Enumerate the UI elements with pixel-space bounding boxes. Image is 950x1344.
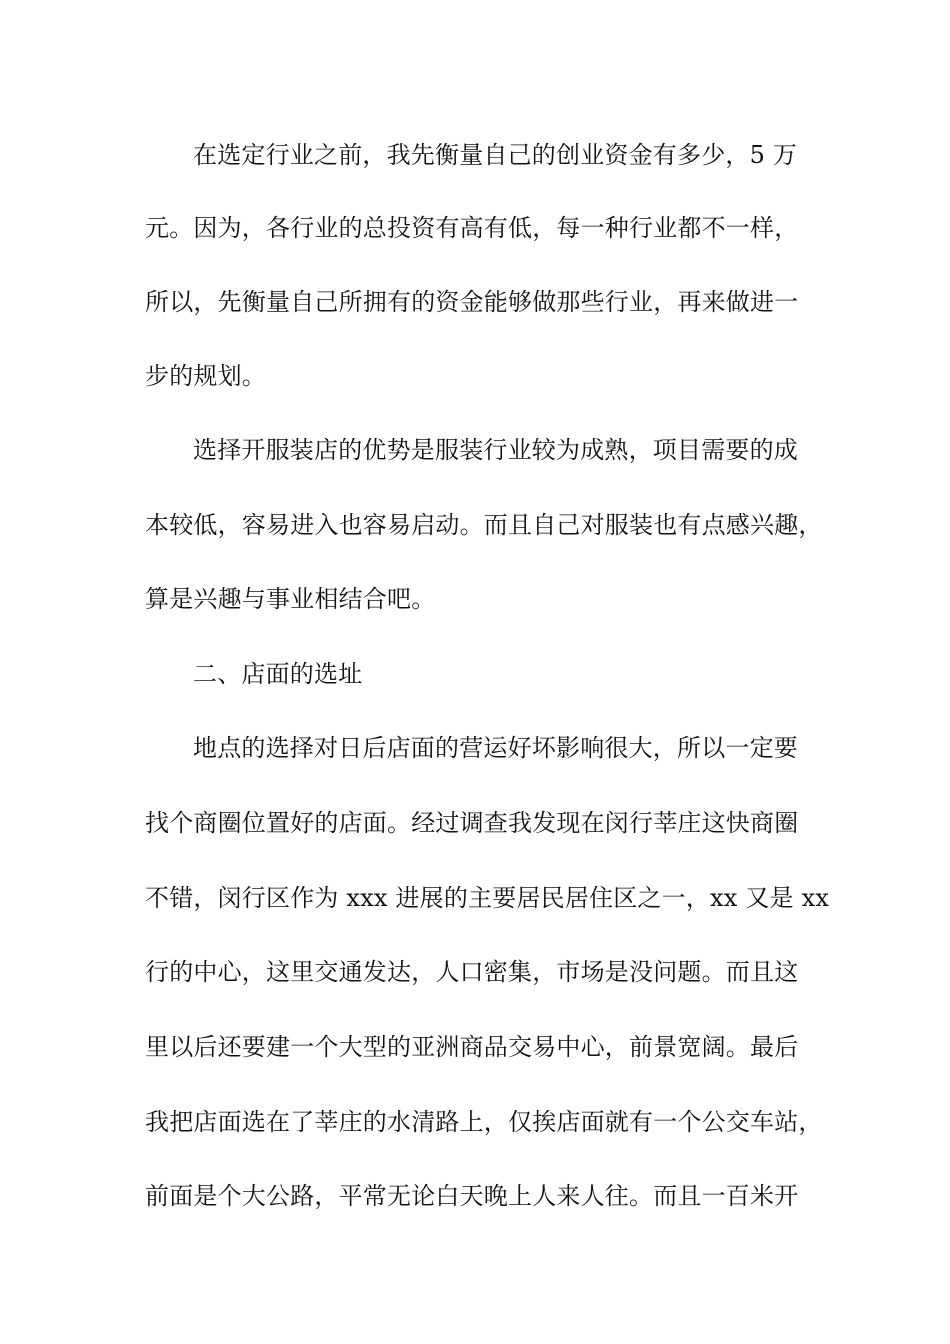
paragraph-1-line-3: 所以，先衡量自己所拥有的资金能够做那些行业，再来做进一 <box>145 288 799 316</box>
paragraph-3-line-5: 里以后还要建一个大型的亚洲商品交易中心，前景宽阔。最后 <box>145 1033 799 1061</box>
paragraph-3-line-1: 地点的选择对日后店面的营运好坏影响很大，所以一定要 <box>193 734 798 762</box>
paragraph-3-line-2: 找个商圈位置好的店面。经过调查我发现在闵行莘庄这快商圈 <box>145 809 799 837</box>
paragraph-2-line-1: 选择开服装店的优势是服装行业较为成熟，项目需要的成 <box>193 436 798 464</box>
paragraph-1-line-4: 步的规划。 <box>145 362 266 390</box>
paragraph-3-line-7: 前面是个大公路，平常无论白天晚上人来人往。而且一百米开 <box>145 1182 799 1210</box>
paragraph-3-line-4: 行的中心，这里交通发达，人口密集，市场是没问题。而且这 <box>145 958 799 986</box>
section-heading: 二、店面的选址 <box>193 660 363 688</box>
paragraph-2-line-3: 算是兴趣与事业相结合吧。 <box>145 585 436 613</box>
paragraph-3-line-3: 不错，闵行区作为 xxx 进展的主要居民居住区之一，xx 又是 xx <box>145 884 830 912</box>
paragraph-2-line-2: 本较低，容易进入也容易启动。而且自己对服装也有点感兴趣， <box>145 511 823 539</box>
paragraph-3-line-6: 我把店面选在了莘庄的水清路上，仅挨店面就有一个公交车站， <box>145 1108 823 1136</box>
paragraph-1-line-2: 元。因为，各行业的总投资有高有低，每一种行业都不一样， <box>145 214 799 242</box>
paragraph-1-line-1: 在选定行业之前，我先衡量自己的创业资金有多少，5 万 <box>193 141 798 169</box>
